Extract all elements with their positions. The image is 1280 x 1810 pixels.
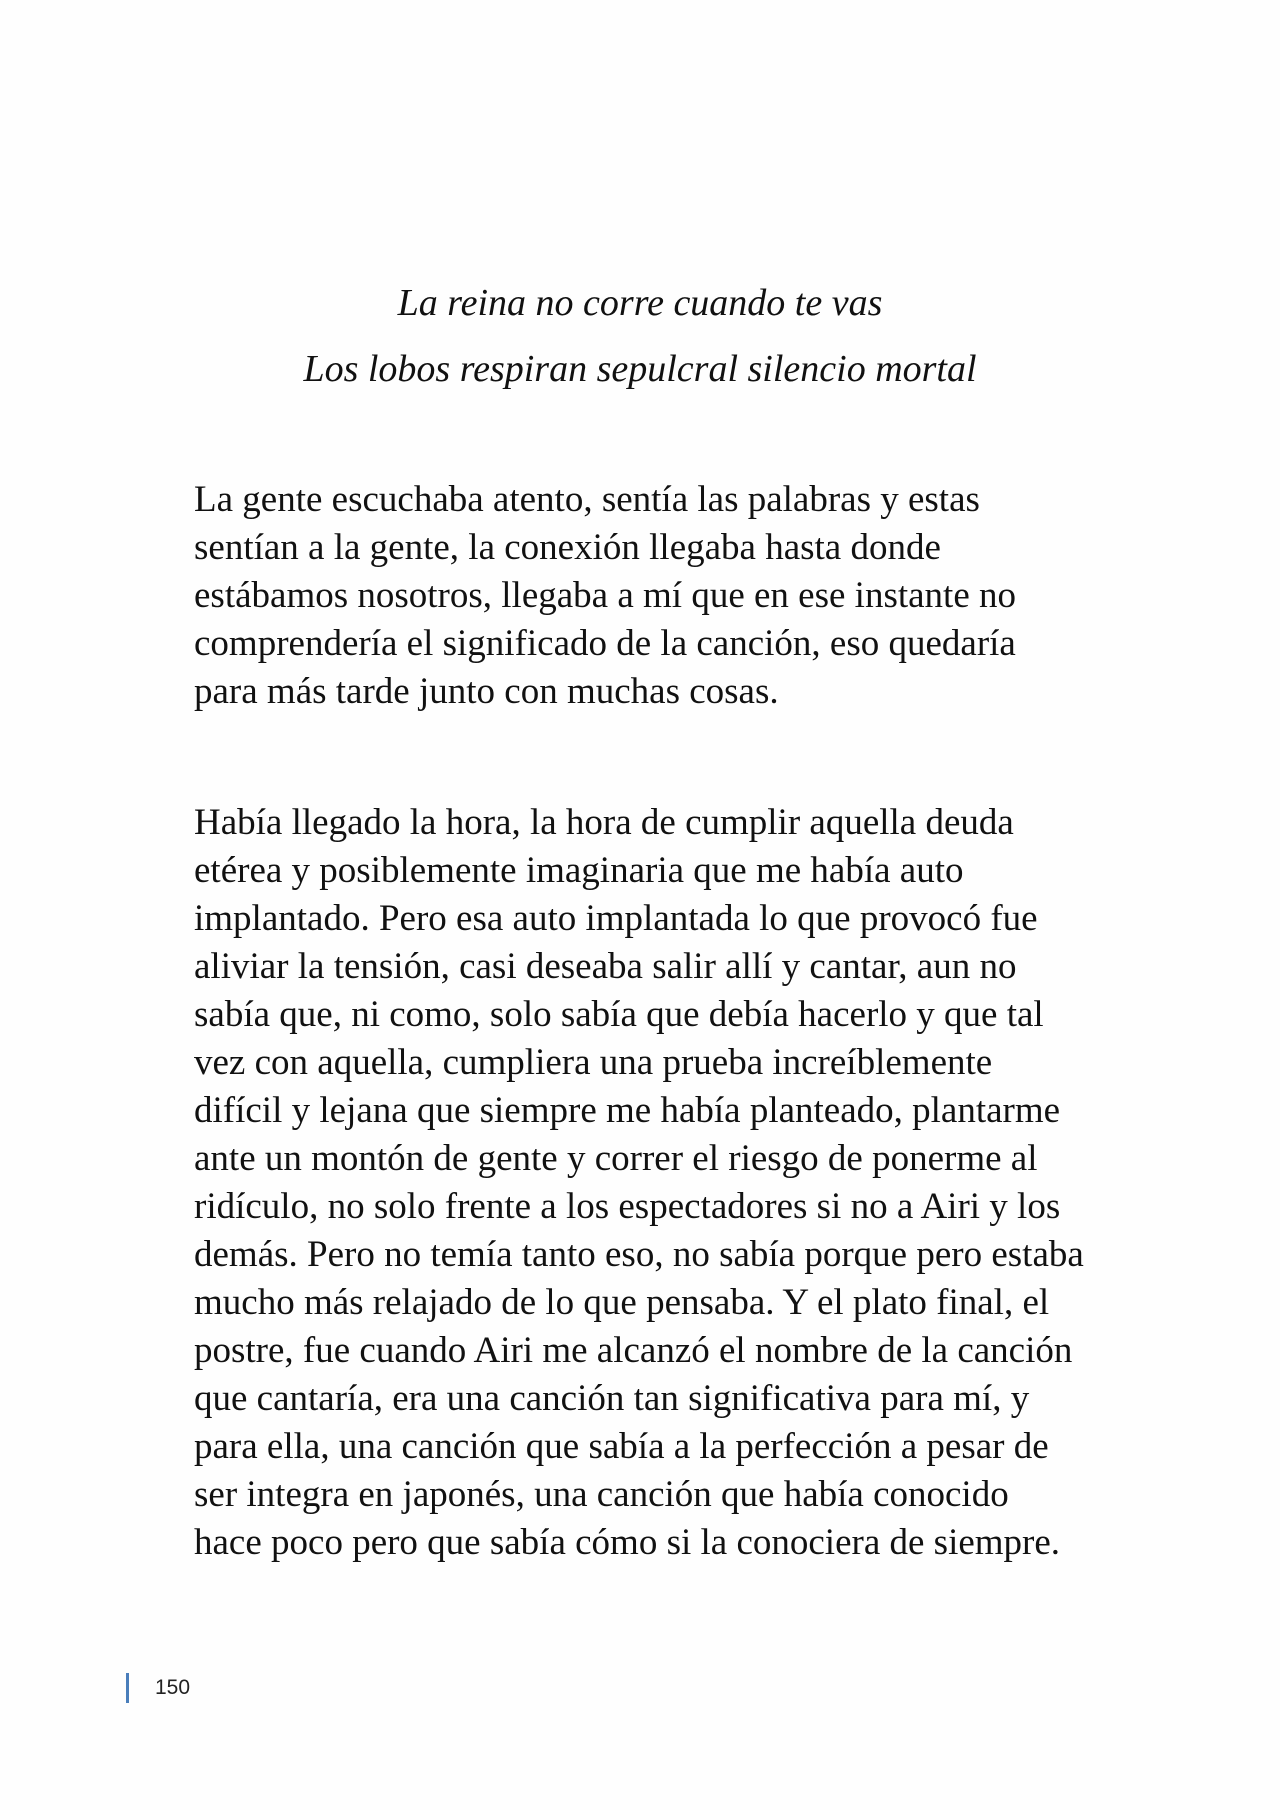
text-line: postre, fue cuando Airi me alcanzó el nombre de la canción [194,1330,1073,1371]
paragraph-2 [194,799,1134,1567]
text-line: Había llegado la hora, la hora de cumplir aquella deuda [194,802,1014,843]
text-line: La gente escuchaba atento, sentía las palabras y estas [194,479,980,520]
text-line: sabía que, ni como, solo sabía que debía hacerlo y que tal [194,994,1044,1035]
page-footer [126,1673,190,1703]
epigraph-line-1 [0,270,1280,336]
text-line: hace poco pero que sabía cómo si la conociera de siempre. [194,1522,1061,1563]
text-line: que cantaría, era una canción tan significativa para mí, y [194,1378,1030,1419]
text-line: vez con aquella, cumpliera una prueba increíblemente [194,1042,993,1083]
text-line: estábamos nosotros, llegaba a mí que en ese instante no [194,575,1017,616]
text-line: para ella, una canción que sabía a la perfección a pesar de [194,1426,1049,1467]
text-line: sentían a la gente, la conexión llegaba hasta donde [194,527,941,568]
text-line: para más tarde junto con muchas cosas. [194,671,779,712]
text-line: comprendería el significado de la canción, eso quedaría [194,623,1016,664]
text-line: ser integra en japonés, una canción que había conocido [194,1474,1009,1515]
epigraph-text: La reina no corre cuando te vas [397,282,883,324]
text-line: ridículo, no solo frente a los espectadores si no a Airi y los [194,1186,1061,1227]
text-line: difícil y lejana que siempre me había planteado, plantarme [194,1090,1061,1131]
text-line: implantado. Pero esa auto implantada lo que provocó fue [194,898,1038,939]
epigraph-line-2 [0,336,1280,402]
text-line: mucho más relajado de lo que pensaba. Y el plato final, el [194,1282,1050,1323]
epigraph-text: Los lobos respiran sepulcral silencio mortal [303,348,977,390]
footer-accent-rule [126,1673,129,1703]
text-line: aliviar la tensión, casi deseaba salir allí y cantar, aun no [194,946,1017,987]
page-number: 150 [155,1676,191,1699]
text-line: ante un montón de gente y correr el riesgo de ponerme al [194,1138,1038,1179]
text-line: demás. Pero no temía tanto eso, no sabía porque pero estaba [194,1234,1084,1275]
paragraph-1 [194,476,1134,716]
text-line: etérea y posiblemente imaginaria que me había auto [194,850,964,891]
